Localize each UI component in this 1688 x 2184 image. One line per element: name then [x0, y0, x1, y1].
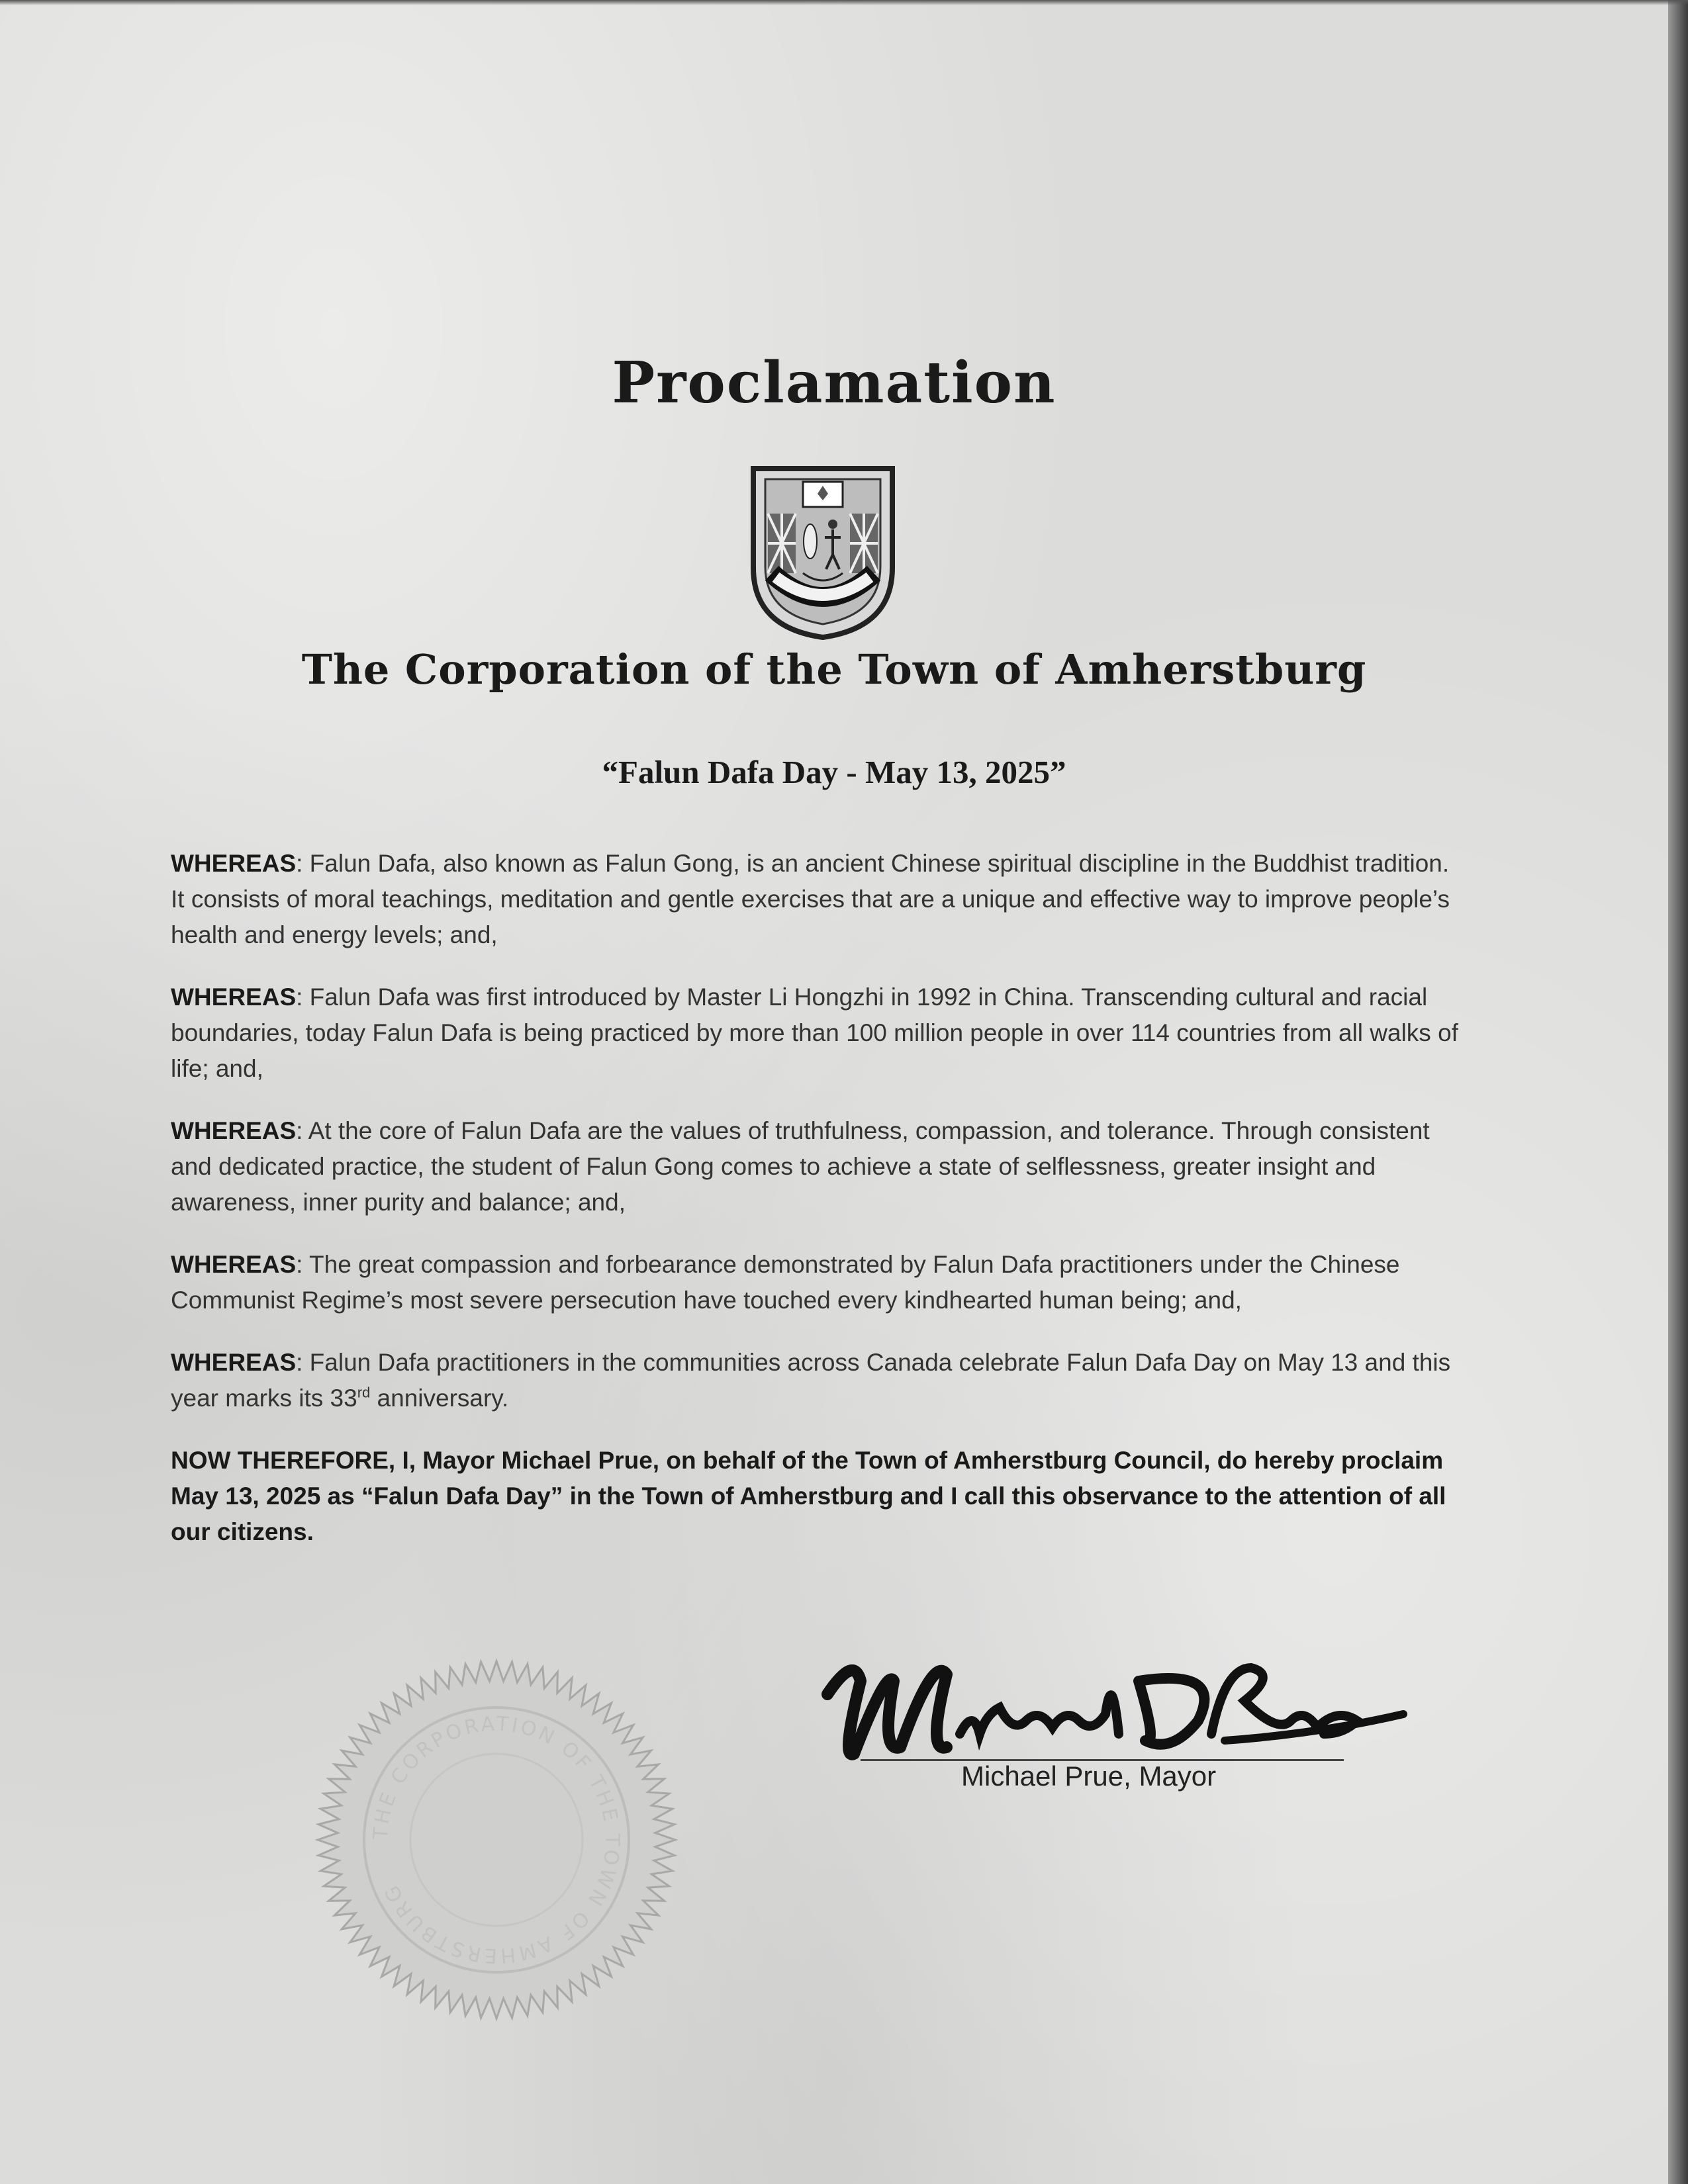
clause-text: : Falun Dafa practitioners in the communities across Canada celebrate Falun Dafa Day on May 13 and this year marks its 33: [171, 1349, 1451, 1412]
whereas-keyword: WHEREAS: [171, 1251, 297, 1278]
whereas-clause: [171, 1247, 1468, 1318]
page-top-edge: [0, 0, 1688, 5]
whereas-clause: [171, 1113, 1468, 1220]
whereas-keyword: WHEREAS: [171, 983, 297, 1011]
town-crest-icon: [740, 455, 906, 641]
whereas-keyword: WHEREAS: [171, 850, 297, 877]
svg-text:THE CORPORATION OF THE TOWN OF: THE CORPORATION OF THE TOWN OF AMHERSTBURG: [369, 1712, 624, 1968]
clause-text-end: anniversary.: [370, 1385, 509, 1412]
closing-statement: NOW THEREFORE, I, Mayor Michael Prue, on behalf of the Town of Amherstburg Council, do hereby proclaim May 13, 2025 as “Falun Dafa Day” in the Town of Amherstburg and I call this observance to the attention of all our citizens.: [171, 1447, 1446, 1545]
embossed-seal-icon: [311, 1655, 682, 2025]
clause-text: : The great compassion and forbearance demonstrated by Falun Dafa practitioners under the Chinese Communist Regime’s most severe persecution have touched every kindhearted human being; and,: [171, 1251, 1400, 1314]
clause-text: : At the core of Falun Dafa are the values of truthfulness, compassion, and tolerance. Through consistent and dedicated practice, the student of Falun Gong comes to achieve a state of selflessness, greater insight and awareness, inner purity and balance; and,: [171, 1117, 1430, 1216]
proclamation-title: “Falun Dafa Day - May 13, 2025”: [602, 754, 1066, 790]
page-title: Proclamation: [612, 349, 1056, 416]
page-edge-shadow: [1668, 0, 1688, 2184]
proclamation-body: [171, 846, 1468, 1576]
signer-name: Michael Prue, Mayor: [961, 1760, 1217, 1792]
clause-text: : Falun Dafa was first introduced by Master Li Hongzhi in 1992 in China. Transcending cultural and racial boundaries, today Falun Dafa is being practiced by more than 100 million people in over 114 countries from all walks of life; and,: [171, 983, 1458, 1082]
whereas-keyword: WHEREAS: [171, 1349, 297, 1376]
ordinal-suffix: rd: [357, 1384, 371, 1401]
clause-text: : Falun Dafa, also known as Falun Gong, is an ancient Chinese spiritual discipline in the Buddhist tradition. It consists of moral teachings, meditation and gentle exercises that are a unique and effective way to improve people’s health and energy levels; and,: [171, 850, 1450, 948]
whereas-clause: [171, 979, 1468, 1087]
handwritten-signature-icon: [814, 1641, 1410, 1774]
whereas-clause: [171, 846, 1468, 953]
whereas-clause: [171, 1345, 1468, 1416]
corporation-name: The Corporation of the Town of Amherstburg: [301, 645, 1367, 694]
whereas-keyword: WHEREAS: [171, 1117, 297, 1144]
